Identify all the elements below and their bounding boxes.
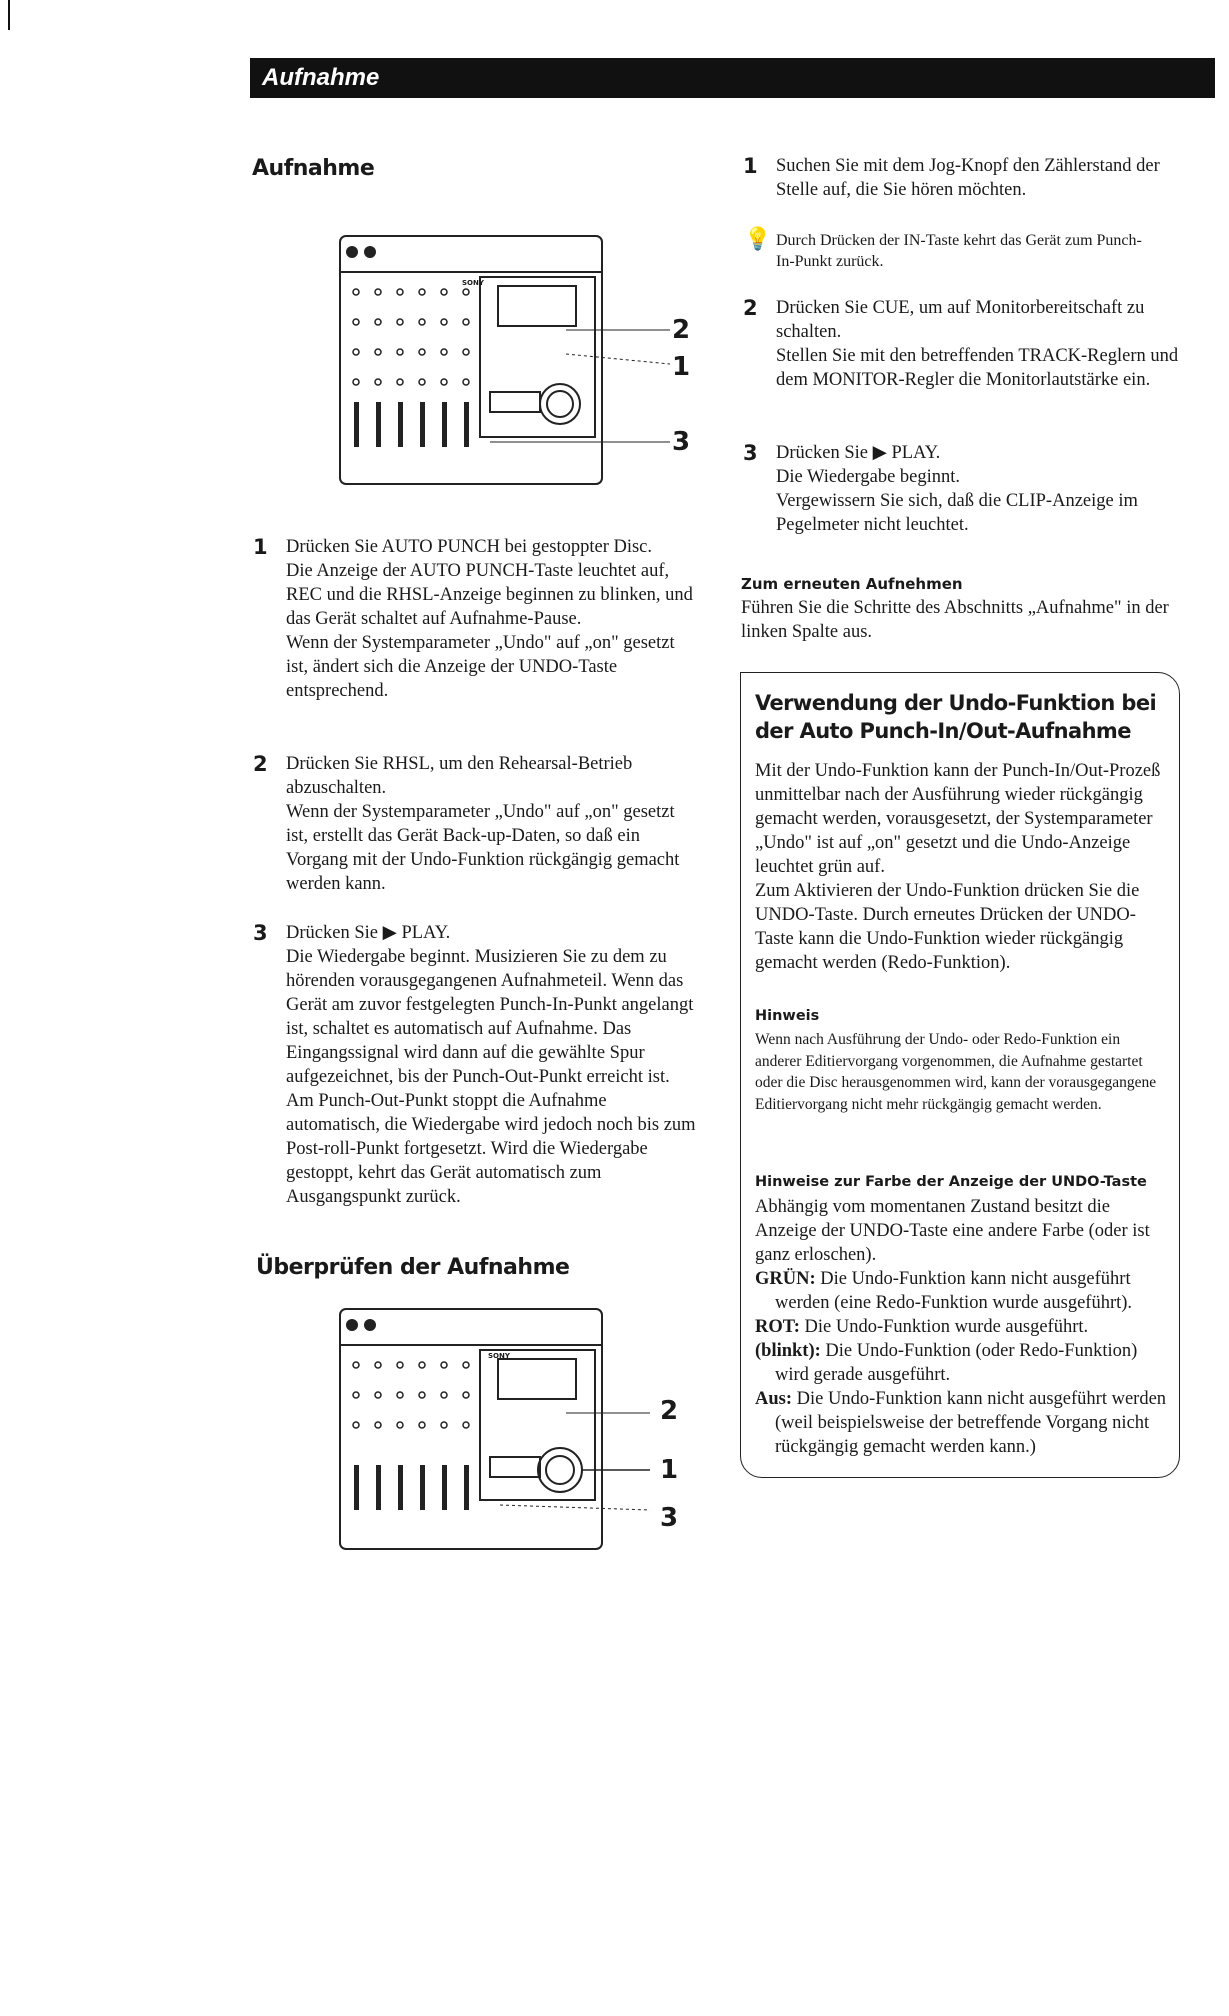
- note-heading: Hinweis: [755, 1008, 820, 1024]
- colors-heading: Hinweise zur Farbe der Anzeige der UNDO-Taste: [755, 1174, 1147, 1190]
- step-number: 3: [253, 921, 268, 945]
- color-item-red: ROT: Die Undo-Funktion wurde ausgeführt.: [755, 1317, 1089, 1337]
- step-2-left: [253, 752, 696, 896]
- section-title: Aufnahme: [262, 64, 380, 91]
- step-text: Stellen Sie mit den betreffenden TRACK-Reglern und dem MONITOR-Regler die Monitorlautstärke ein.: [776, 346, 1179, 390]
- heading-ueberpruefen: Überprüfen der Aufnahme: [256, 1255, 570, 1280]
- colors-list: [755, 1267, 1169, 1459]
- step-text: Suchen Sie mit dem Jog-Knopf den Zählerstand der Stelle auf, die Sie hören möchten.: [776, 156, 1160, 200]
- step-number: 3: [743, 441, 758, 465]
- mixer-illustration-1: [330, 232, 710, 492]
- brand-logo: SONY: [488, 1352, 510, 1360]
- step-text: Vergewissern Sie sich, daß die CLIP-Anzeige im Pegelmeter nicht leuchtet.: [776, 491, 1138, 535]
- step-1-left: [253, 535, 696, 703]
- play-label: PLAY.: [891, 443, 941, 463]
- box-paragraph-2: Zum Aktivieren der Undo-Funktion drücken Sie die UNDO-Taste. Durch erneutes Drücken der UNDO-Taste kann die Undo-Funktion wieder rückgängig gemacht werden (Redo-Funktion).: [755, 881, 1140, 973]
- box-heading: Verwendung der Undo-Funktion bei der Auto Punch-In/Out-Aufnahme: [755, 691, 1157, 743]
- step-1-right: [743, 154, 1196, 202]
- callout-2: 2: [672, 315, 691, 345]
- redo-heading: Zum erneuten Aufnehmen: [741, 575, 963, 593]
- play-label: PLAY.: [401, 923, 451, 943]
- tip-text: Durch Drücken der IN-Taste kehrt das Gerät zum Punch-In-Punkt zurück.: [776, 232, 1142, 270]
- color-item-off: Aus: Die Undo-Funktion kann nicht ausgeführt werden (weil beispielsweise der betreffende Vorgang nicht rückgängig gemacht werden kann.): [755, 1389, 1167, 1457]
- step-text: Die Wiedergabe beginnt. Musizieren Sie zu dem zu hörenden vorausgegangenen Aufnahmeteil. Wenn das Gerät am zuvor festgelegten Punch-In-Punkt angelangt ist, schaltet es automatisch auf Aufnahme. Das Eingangssignal wird dann auf die gewählte Spur aufgezeichnet, bis der Punch-Out-Punkt erreicht ist. Am Punch-Out-Punkt stoppt die Aufnahme automatisch, die Wiedergabe wird jedoch noch bis zum Post-roll-Punkt fortgesetzt. Wird die Wiedergabe gestoppt, kehrt das Gerät automatisch zum Ausgangspunkt zurück.: [286, 947, 696, 1207]
- callout-3: 3: [672, 427, 691, 457]
- mixer-illustration-2: [330, 1305, 710, 1555]
- step-number: 1: [253, 535, 268, 559]
- step-text: Wenn der Systemparameter „Undo" auf „on" gesetzt ist, erstellt das Gerät Back-up-Daten, so daß ein Vorgang mit der Undo-Funktion rückgängig gemacht werden kann.: [286, 802, 680, 894]
- step-text: Die Anzeige der AUTO PUNCH-Taste leuchtet auf, REC und die RHSL-Anzeige beginnen zu blinken, und das Gerät schaltet auf Aufnahme-Pause.: [286, 561, 693, 629]
- undo-info-box: [740, 672, 1180, 1478]
- brand-logo: SONY: [462, 279, 484, 287]
- callout-2: 2: [660, 1396, 679, 1426]
- color-item-green: GRÜN: Die Undo-Funktion kann nicht ausgeführt werden (eine Redo-Funktion wurde ausgeführt).: [755, 1269, 1133, 1313]
- step-text: Drücken Sie: [286, 923, 378, 943]
- redo-text: Führen Sie die Schritte des Abschnitts „Aufnahme" in der linken Spalte aus.: [741, 598, 1169, 642]
- step-3-right: [743, 441, 1196, 537]
- step-text: Wenn der Systemparameter „Undo" auf „on" gesetzt ist, ändert sich die Anzeige der UNDO-Taste entsprechend.: [286, 633, 675, 701]
- section-header-bar: [250, 58, 1215, 98]
- step-3-left: [253, 921, 696, 1209]
- step-text: Drücken Sie CUE, um auf Monitorbereitschaft zu schalten.: [776, 298, 1145, 342]
- step-text: Drücken Sie RHSL, um den Rehearsal-Betrieb abzuschalten.: [286, 754, 633, 798]
- step-text: Drücken Sie AUTO PUNCH bei gestoppter Disc.: [286, 537, 653, 557]
- callout-1: 1: [660, 1455, 679, 1485]
- note-text: Wenn nach Ausführung der Undo- oder Redo-Funktion ein anderer Editiervorgang vorgenommen, die Aufnahme gestartet oder die Disc herausgenommen wird, kann der vorausgegangene Editiervorgang nicht mehr rückgängig gemacht werden.: [755, 1031, 1157, 1113]
- play-icon: ▶: [382, 923, 397, 943]
- box-paragraph-1: Mit der Undo-Funktion kann der Punch-In/Out-Prozeß unmittelbar nach der Ausführung wieder rückgängig gemacht werden, vorausgesetzt, der Systemparameter „Undo" ist auf „on" gesetzt und die Undo-Anzeige leuchtet grün auf.: [755, 761, 1161, 877]
- callout-3: 3: [660, 1503, 679, 1533]
- callout-1: 1: [672, 352, 691, 382]
- play-icon: ▶: [872, 443, 887, 463]
- step-2-right: [743, 296, 1196, 392]
- scan-mark: [8, 0, 10, 30]
- step-text: Die Wiedergabe beginnt.: [776, 467, 961, 487]
- step-number: 2: [253, 752, 268, 776]
- tip-lightbulb-icon: 💡: [744, 226, 772, 251]
- colors-intro: Abhängig vom momentanen Zustand besitzt die Anzeige der UNDO-Taste eine andere Farbe (oder ist ganz erloschen).: [755, 1197, 1150, 1265]
- color-item-blinking: (blinkt): Die Undo-Funktion (oder Redo-Funktion) wird gerade ausgeführt.: [755, 1341, 1138, 1385]
- step-text: Drücken Sie: [776, 443, 868, 463]
- heading-aufnahme: Aufnahme: [252, 156, 375, 181]
- step-number: 1: [743, 154, 758, 178]
- step-number: 2: [743, 296, 758, 320]
